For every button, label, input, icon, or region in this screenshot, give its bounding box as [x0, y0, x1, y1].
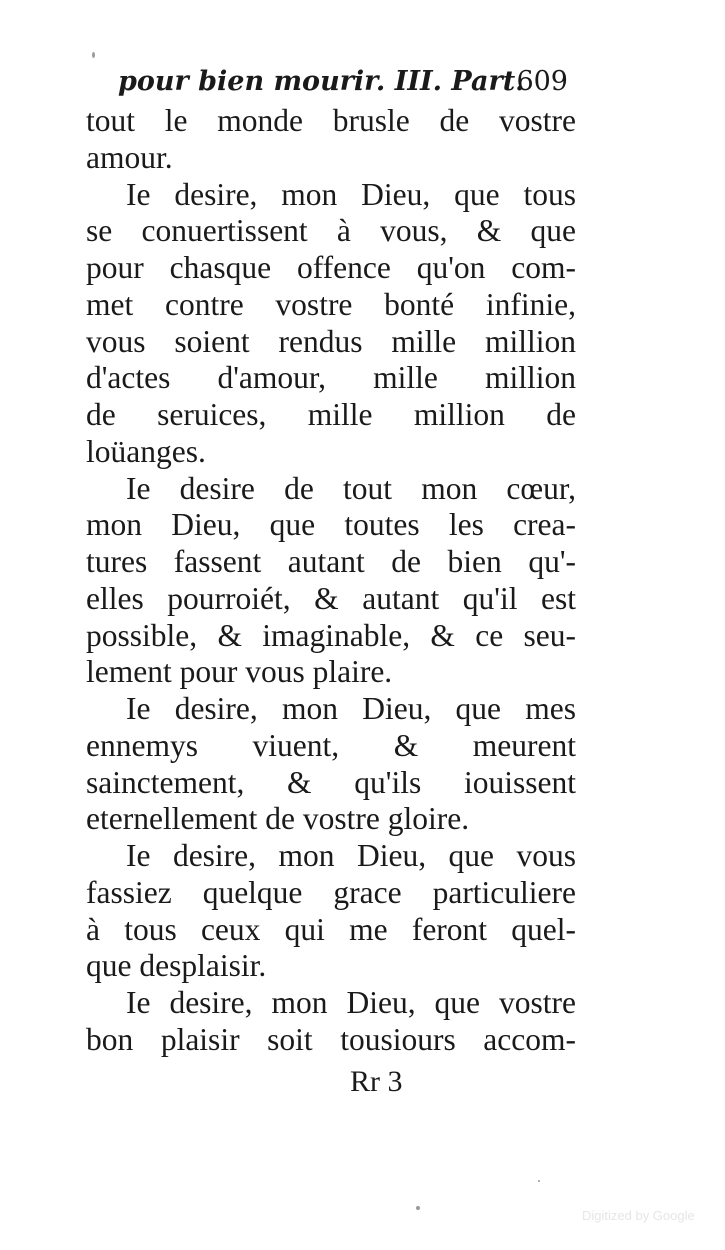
- text-line: Ie desire, mon Dieu, que mes: [126, 691, 576, 726]
- text-line: tout le monde brusle de vostre: [86, 103, 576, 138]
- text-line: tures fassent autant de bien qu'-: [86, 544, 576, 579]
- running-title: pour bien mourir. III. Part.: [118, 66, 525, 97]
- text-line: sainctement, & qu'ils iouissent: [86, 764, 576, 800]
- text-line: de seruices, mille million de: [86, 397, 576, 432]
- text-line: fassiez quelque grace particuliere: [86, 874, 576, 910]
- paper-speck: [92, 52, 95, 58]
- text-line: que desplaisir.: [86, 948, 267, 984]
- text-line: à tous ceux qui me feront quel-: [86, 911, 576, 947]
- text-line: Ie desire, mon Dieu, que tous: [126, 176, 576, 212]
- text-line: bon plaisir soit tousiours accom-: [86, 1021, 576, 1057]
- text-line: d'actes d'amour, mille million: [86, 360, 576, 396]
- page-number: 609: [516, 66, 568, 97]
- text-line: pour chasque offence qu'on com-: [86, 250, 576, 285]
- text-line: eternellement de vostre gloire.: [86, 801, 470, 837]
- page-header: [118, 62, 570, 102]
- catchword-signature: Rr 3: [350, 1065, 403, 1098]
- paper-speck: [538, 1180, 540, 1182]
- text-line: loüanges.: [86, 433, 206, 469]
- text-line: ennemys viuent, & meurent: [86, 727, 576, 763]
- body-text: [86, 103, 576, 1059]
- text-line: amour.: [86, 139, 173, 175]
- text-line: Ie desire, mon Dieu, que vostre: [126, 985, 576, 1020]
- text-line: Ie desire de tout mon cœur,: [126, 470, 576, 506]
- text-line: lement pour vous plaire.: [86, 654, 393, 690]
- text-line: met contre vostre bonté infinie,: [86, 286, 576, 322]
- paper-speck: [416, 1206, 420, 1210]
- digitization-watermark: Digitized by Google: [582, 1208, 695, 1223]
- text-line: mon Dieu, que toutes les crea-: [86, 507, 576, 543]
- text-line: vous soient rendus mille million: [86, 323, 576, 359]
- text-line: possible, & imaginable, & ce seu-: [86, 617, 576, 653]
- text-line: elles pourroiét, & autant qu'il est: [86, 580, 576, 616]
- text-line: Ie desire, mon Dieu, que vous: [126, 838, 576, 873]
- text-line: se conuertissent à vous, & que: [86, 213, 576, 249]
